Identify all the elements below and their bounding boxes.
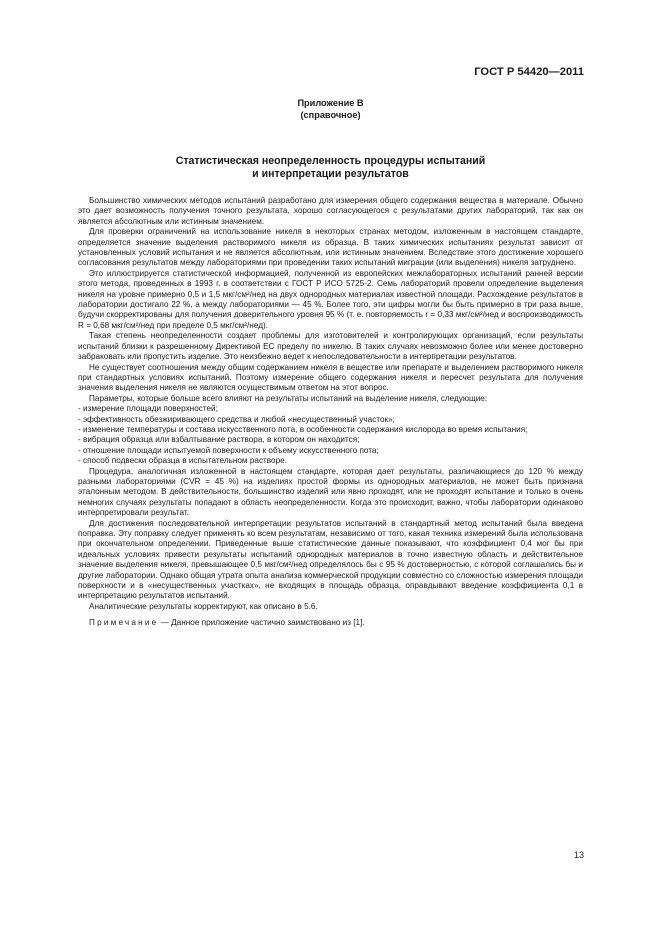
paragraph-1: Большинство химических методов испытаний разработано для измерения общего содержания вещества в материале. Обычно это дает возможность получения точного результата, хорошо согласующегося с результатами других лабораторий, так как он является абсолютным или истинным значением. bbox=[78, 196, 583, 226]
note bbox=[78, 618, 583, 628]
annex-heading bbox=[0, 98, 661, 121]
page-number: 13 bbox=[573, 850, 584, 860]
paragraph-8: Для достижения последовательной интерпретации результатов испытаний в стандартный метод испытаний была введена поправка. Эту поправку следует применять ко всем результатам, независимо от того, какая техника измерений была использована при окончательном определении. Приведенные выше статистические данные показывают, что коэффициент 0,4 мог бы при идеальных условиях привести результаты испытаний однородных материалов в точно известную область и действительное значение выделения никеля, превышающее 0,5 мкг/см²/нед определялось бы с 95 % достоверностью, с которой соглашались бы и другие лаборатории. Однако общая утрата опыта анализа коммерческой продукции совместно со сложностью измерения площади поверхности и в «несущественных участках», не входящих в площадь образца, оправдывают введение коэффициента 0,1 в интерпретацию результатов испытаний. bbox=[78, 518, 583, 601]
note-text: — Данное приложение частично заимствовано из [1]. bbox=[158, 618, 365, 628]
paragraph-3: Это иллюстрируется статистической информацией, полученной из европейских межлабораторных испытаний ранней версии этого метода, проведенных в 1993 г. в соответствии с ГОСТ Р ИСО 5725-2. Семь лабораторий провели определение выделения никеля на уровне примерно 0,5 и 1,5 мкг/см²/нед на двух однородных материалах известной площади. Расхождение результатов в лаборатории достигало 22 %, а между лабораториями — 45 %. Более того, эти цифры могли бы быть примерно в три раза выше, будучи скорректированы для получения доверительного уровня 95 % (т. е. повторяемость r = 0,33 мкг/см²/нед и воспроизводимость R = 0,68 мкг/см²/нед при пределе 0,5 мкг/см²/нед). bbox=[78, 268, 583, 330]
list-item: - изменение температуры и состава искусственного пота, в особенности содержания кислорода во время испытания; bbox=[78, 424, 528, 434]
note-label: Примечание bbox=[89, 618, 159, 628]
annex-title bbox=[0, 155, 661, 181]
list-item: - измерение площади поверхностей; bbox=[78, 404, 218, 414]
paragraph-6: Параметры, которые больше всего влияют на результаты испытаний на выделение никеля, следующие: bbox=[89, 393, 488, 403]
list-item: - вибрация образца или взбалтывание раствора, в котором он находится; bbox=[78, 435, 360, 445]
paragraph-9: Аналитические результаты корректируют, как описано в 5.6. bbox=[89, 601, 318, 611]
list-item: - эффективность обезжиривающего средства и любой «несущественный участок»; bbox=[78, 414, 395, 424]
annex-type: (справочное) bbox=[300, 109, 361, 120]
standard-code: ГОСТ Р 54420—2011 bbox=[474, 66, 584, 78]
paragraph-2: Для проверки ограничений на использование никеля в некоторых странах методом, изложенным в настоящем стандарте, определяется значение выделения растворимого никеля из образца. В таких химических испытаниях результат зависит от установленных условий испытания и не является абсолютным, или истинным значением. Вследствие этого достижение хорошего согласования результатов между лабораториями при проведении таких испытаний миграции (или выделения) никеля затруднено. bbox=[78, 227, 583, 268]
paragraph-4: Такая степень неопределенности создает проблемы для изготовителей и контролирующих организаций, если результаты испытаний близки к разрешенному Директивой ЕС пределу по никелю. В таких случаях невозможно более или менее достоверно забраковать или пропустить изделие. Это неизбежно ведет к непоследовательности в интерпретации результатов. bbox=[78, 331, 583, 362]
list-item: - отношение площади испытуемой поверхности к объему искусственного пота; bbox=[78, 445, 379, 455]
paragraph-5: Не существует соотношения между общим содержанием никеля в веществе или препарате и выделением растворимого никеля при стандартных условиях испытаний. Поэтому измерение общего содержания никеля и пересчет результата для получения значения выделения никеля не являются осуществимым ответом на этот вопрос. bbox=[78, 362, 583, 393]
annex-title-line1: Статистическая неопределенность процедуры испытаний bbox=[175, 155, 486, 167]
list-item: - способ подвески образца в испытательном растворе. bbox=[78, 456, 287, 466]
annex-title-line2: и интерпретации результатов bbox=[252, 168, 409, 180]
paragraph-7: Процедура, аналогичная изложенной в настоящем стандарте, которая дает результаты, различающиеся до 120 % между разными лабораториями (CVR = 45 %) на изделиях простой формы из однородных материалов, не может быть признана эталонным методом. В действительности, большинство изделий или явно проходят, или не проходят испытание и только в очень немногих случаях результаты попадают в область неопределенности. Когда это происходит, важно, чтобы лаборатории одинаково интерпретировали результат. bbox=[78, 466, 583, 518]
annex-body bbox=[78, 196, 583, 629]
annex-label: Приложение В bbox=[297, 98, 364, 108]
